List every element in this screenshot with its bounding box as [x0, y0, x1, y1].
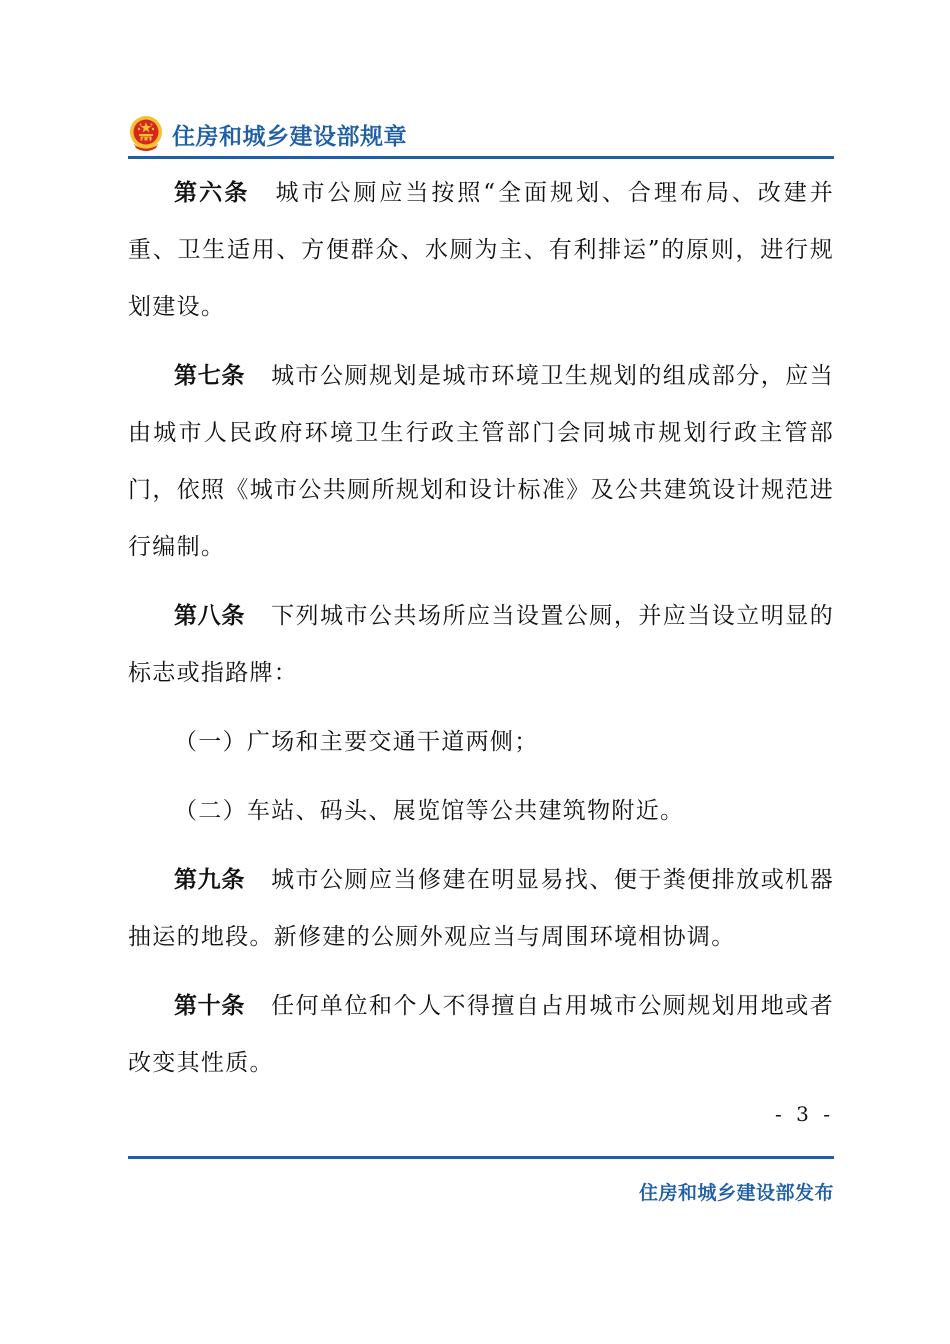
page-header — [128, 112, 834, 156]
article-text: 下列城市公共场所应当设置公厕，并应当设立明显的标志或指路牌： — [128, 603, 835, 686]
article-9 — [128, 852, 834, 966]
national-emblem-icon — [128, 114, 164, 154]
footer-publisher: 住房和城乡建设部发布 — [638, 1182, 834, 1204]
article-label: 第六条 — [174, 180, 250, 206]
document-body — [128, 165, 834, 1092]
footer-divider — [128, 1156, 834, 1159]
article-label: 第十条 — [174, 993, 246, 1019]
article-label: 第七条 — [174, 363, 246, 389]
list-item: （二）车站、码头、展览馆等公共建筑物附近。 — [174, 798, 685, 824]
article-text: 城市公厕应当按照“全面规划、合理布局、改建并重、卫生适用、方便群众、水厕为主、有利排运”的原则，进行规划建设。 — [128, 180, 835, 320]
article-text: 城市公厕应当修建在明显易找、便于粪便排放或机器抽运的地段。新修建的公厕外观应当与周围环境相协调。 — [128, 867, 835, 950]
article-text: 任何单位和个人不得擅自占用城市公厕规划用地或者改变其性质。 — [128, 993, 835, 1076]
article-text: 城市公厕规划是城市环境卫生规划的组成部分，应当由城市人民政府环境卫生行政主管部门会同城市规划行政主管部门，依照《城市公共厕所规划和设计标准》及公共建筑设计规范进行编制。 — [128, 363, 835, 560]
article-8 — [128, 588, 834, 702]
article-label: 第八条 — [174, 603, 246, 629]
article-6 — [128, 165, 834, 336]
header-title: 住房和城乡建设部规章 — [172, 123, 407, 150]
page-number: - 3 - — [775, 1102, 834, 1126]
article-10 — [128, 978, 834, 1092]
list-item: （一）广场和主要交通干道两侧； — [174, 729, 539, 755]
article-7 — [128, 348, 834, 576]
article-label: 第九条 — [174, 867, 246, 893]
header-divider — [128, 156, 834, 159]
